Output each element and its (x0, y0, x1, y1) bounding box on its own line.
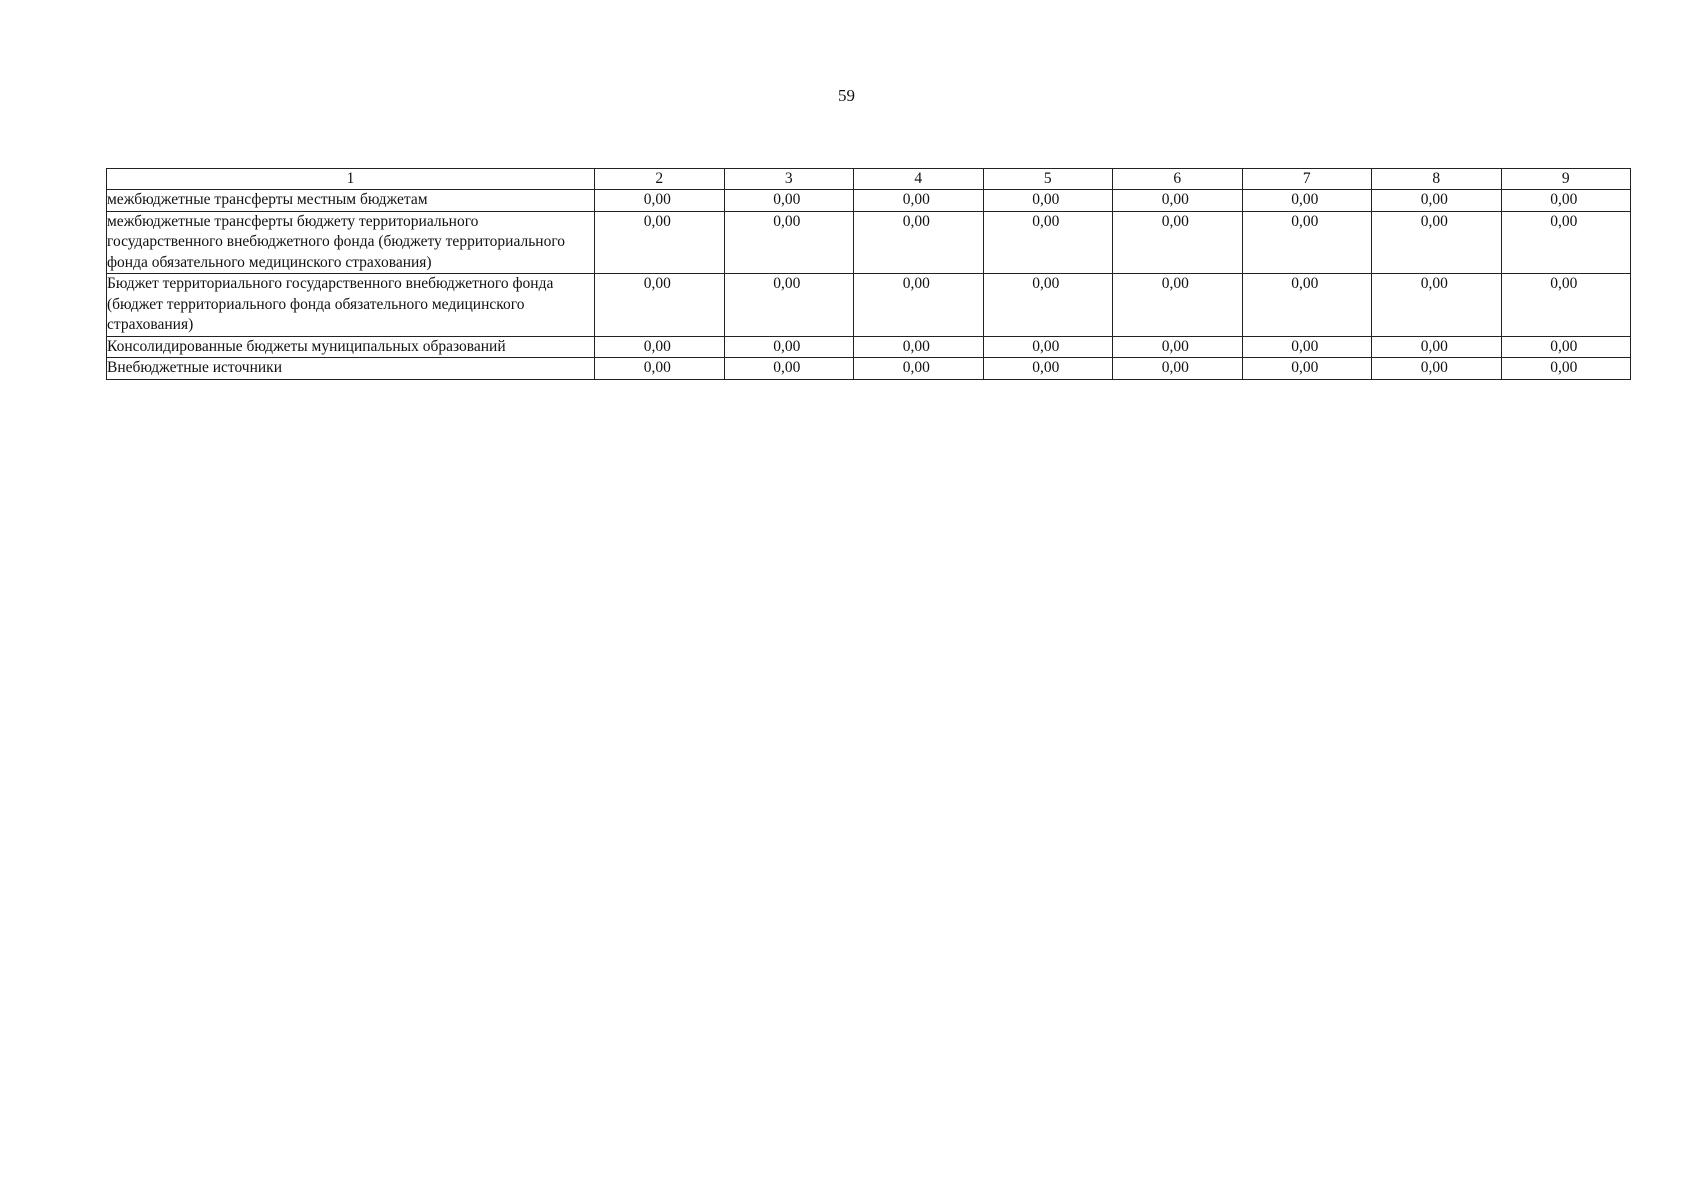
table-cell: 0,00 (983, 274, 1113, 337)
table-cell: 0,00 (1113, 211, 1243, 274)
column-header-2: 2 (595, 169, 725, 190)
table-cell: 0,00 (854, 274, 984, 337)
table-cell: 0,00 (1113, 190, 1243, 212)
table-row (107, 190, 1631, 212)
table-cell: 0,00 (1372, 336, 1502, 358)
table-cell: 0,00 (854, 358, 984, 380)
budget-table (106, 168, 1631, 380)
table-row (107, 274, 1631, 337)
table-cell: 0,00 (1242, 274, 1372, 337)
table-cell: 0,00 (595, 190, 725, 212)
row-label: межбюджетные трансферты бюджету территориального государственного внебюджетного фонда (бюджету территориального фонда обязательного медицинского страхования) (107, 211, 595, 274)
table-cell: 0,00 (1372, 190, 1502, 212)
column-header-4: 4 (854, 169, 984, 190)
table-cell: 0,00 (724, 211, 854, 274)
table-cell: 0,00 (983, 211, 1113, 274)
table-cell: 0,00 (1242, 211, 1372, 274)
table-cell: 0,00 (1501, 358, 1631, 380)
row-label: Внебюджетные источники (107, 358, 595, 380)
table-cell: 0,00 (724, 190, 854, 212)
table-cell: 0,00 (724, 336, 854, 358)
table-cell: 0,00 (1501, 274, 1631, 337)
column-header-8: 8 (1372, 169, 1502, 190)
table-cell: 0,00 (854, 336, 984, 358)
table-cell: 0,00 (983, 358, 1113, 380)
table-cell: 0,00 (1113, 274, 1243, 337)
column-header-1: 1 (107, 169, 595, 190)
header-row (107, 169, 1631, 190)
row-label: Консолидированные бюджеты муниципальных образований (107, 336, 595, 358)
table-cell: 0,00 (595, 211, 725, 274)
table-cell: 0,00 (983, 336, 1113, 358)
table-cell: 0,00 (1242, 358, 1372, 380)
table-cell: 0,00 (1113, 336, 1243, 358)
table-cell: 0,00 (1242, 190, 1372, 212)
table-cell: 0,00 (595, 358, 725, 380)
table-cell: 0,00 (724, 274, 854, 337)
column-header-9: 9 (1501, 169, 1631, 190)
table-cell: 0,00 (1372, 274, 1502, 337)
column-header-3: 3 (724, 169, 854, 190)
table-cell: 0,00 (1501, 211, 1631, 274)
table-row (107, 211, 1631, 274)
table-row (107, 358, 1631, 380)
row-label: межбюджетные трансферты местным бюджетам (107, 190, 595, 212)
column-header-5: 5 (983, 169, 1113, 190)
table-cell: 0,00 (1372, 358, 1502, 380)
table-cell: 0,00 (1501, 336, 1631, 358)
column-header-6: 6 (1113, 169, 1243, 190)
table-cell: 0,00 (1242, 336, 1372, 358)
table-cell: 0,00 (854, 211, 984, 274)
table-cell: 0,00 (595, 336, 725, 358)
table-cell: 0,00 (724, 358, 854, 380)
table-row (107, 336, 1631, 358)
table-cell: 0,00 (1372, 211, 1502, 274)
table-cell: 0,00 (854, 190, 984, 212)
row-label: Бюджет территориального государственного внебюджетного фонда (бюджет территориального фонда обязательного медицинского страхования) (107, 274, 595, 337)
table-cell: 0,00 (1113, 358, 1243, 380)
table-cell: 0,00 (1501, 190, 1631, 212)
column-header-7: 7 (1242, 169, 1372, 190)
table-cell: 0,00 (595, 274, 725, 337)
page-number: 59 (838, 86, 855, 105)
table-cell: 0,00 (983, 190, 1113, 212)
